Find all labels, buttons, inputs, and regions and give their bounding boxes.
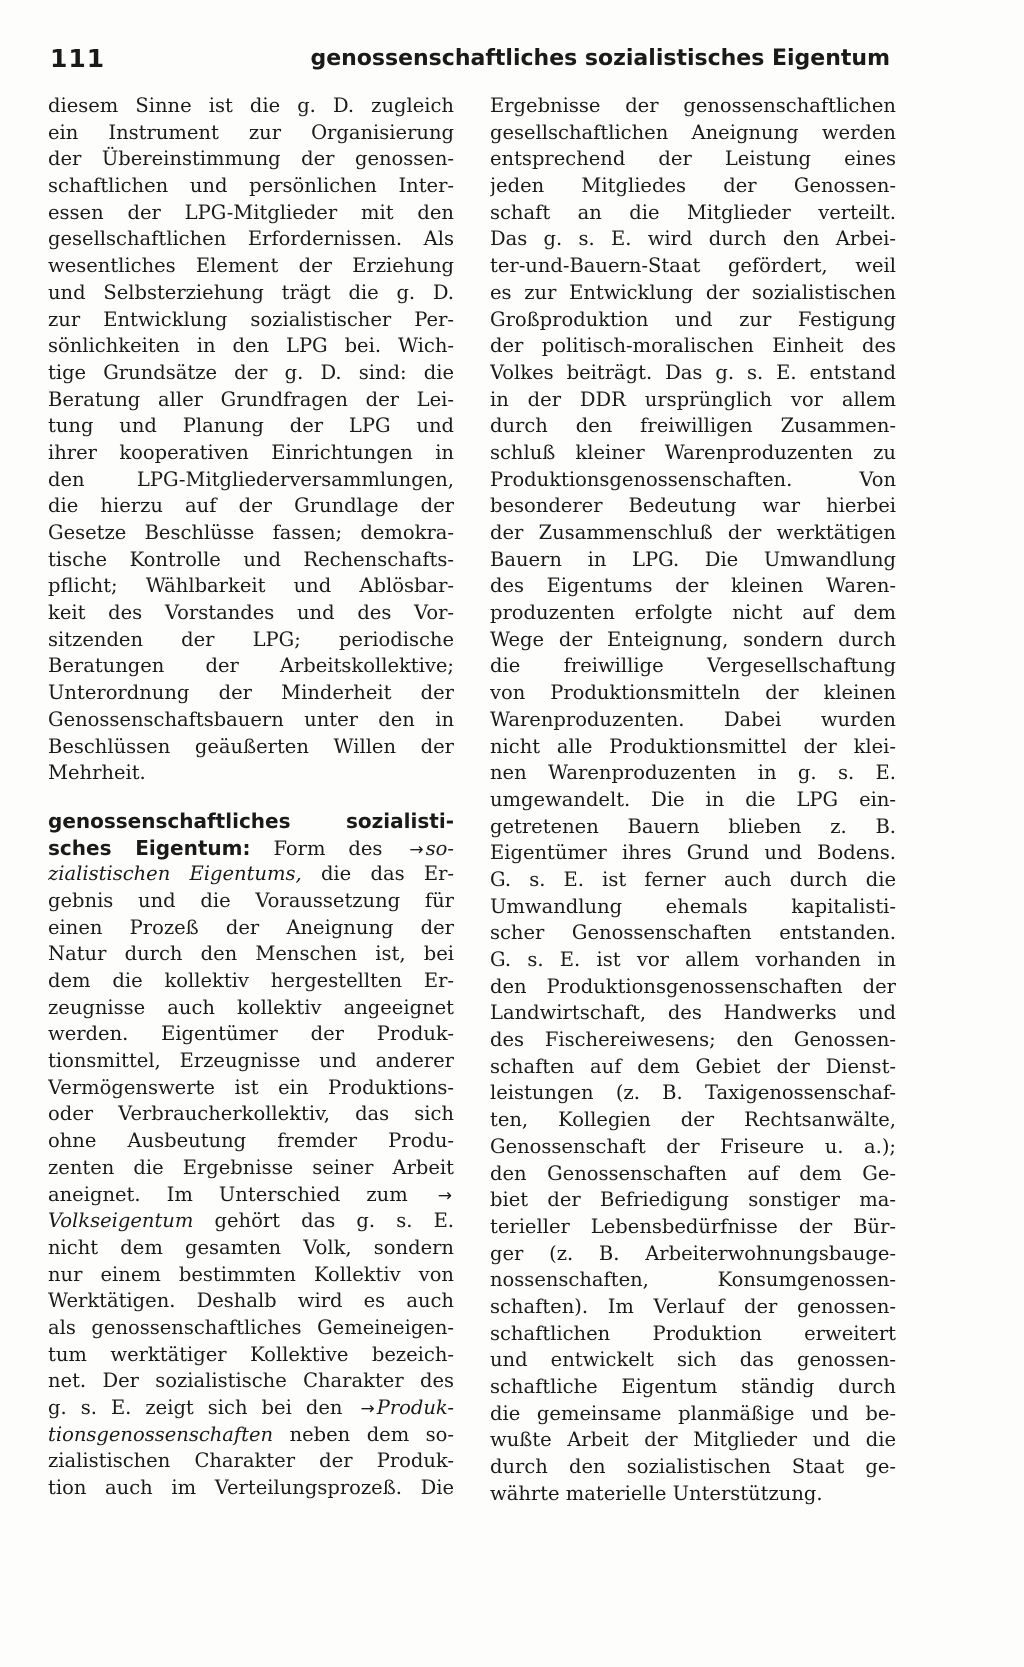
entry-heading-part2: sches Eigentum: — [48, 835, 251, 860]
text-fragment: die das Er- — [320, 862, 454, 886]
text-line: Produktionsgenossenschaften. Von — [490, 467, 896, 491]
text-line: Beratung aller Grundfragen der Lei- — [48, 387, 454, 411]
text-line: gebnis und die Voraussetzung für — [48, 888, 454, 912]
text-line — [48, 1395, 454, 1422]
entry-heading-line — [48, 808, 454, 835]
text-line: die freiwillige Vergesellschaftung — [490, 654, 896, 678]
text-line: essen der LPG-Mitglieder mit den — [48, 200, 454, 224]
text-line: als genossenschaftliches Gemeineigen- — [48, 1315, 454, 1339]
page-number: 111 — [50, 44, 106, 73]
text-line: zialistischen Charakter der Produk- — [48, 1449, 454, 1473]
text-line: es zur Entwicklung der sozialistischen — [490, 280, 896, 304]
cross-reference-link[interactable]: Produk- — [376, 1396, 454, 1419]
text-line: Beratungen der Arbeitskollektive; — [48, 654, 454, 678]
text-line: in der DDR ursprünglich vor allem — [490, 387, 896, 411]
text-line: ein Instrument zur Organisierung — [48, 120, 454, 144]
text-line: zenten die Ergebnisse seiner Arbeit — [48, 1155, 454, 1179]
text-line: schaft an die Mitglieder verteilt. — [490, 200, 896, 224]
text-line — [48, 1422, 454, 1449]
text-line: nicht dem gesamten Volk, sondern — [48, 1235, 454, 1259]
text-line — [48, 861, 454, 888]
text-line: den LPG-Mitgliederversammlungen, — [48, 467, 454, 491]
cross-reference-link[interactable]: so- — [425, 836, 454, 860]
text-fragment: aneignet. Im Unterschied zum — [48, 1182, 408, 1206]
text-line — [48, 1208, 454, 1235]
text-line: wesentliches Element der Erziehung — [48, 254, 454, 278]
text-line: Bauern in LPG. Die Umwandlung — [490, 547, 896, 571]
text-line: tische Kontrolle und Rechenschafts- — [48, 547, 454, 571]
text-line: ohne Ausbeutung fremder Produ- — [48, 1129, 454, 1153]
text-line: keit des Vorstandes und des Vor- — [48, 601, 454, 625]
text-line: dem die kollektiv hergestellten Er- — [48, 969, 454, 992]
text-line: produzenten erfolgte nicht auf dem — [490, 601, 896, 625]
text-line: G. s. E. ist ferner auch durch die — [490, 867, 896, 891]
text-line: den Produktionsgenossenschaften der — [490, 974, 896, 998]
cross-reference-link[interactable]: tionsgenossenschaften — [48, 1422, 274, 1446]
text-line: Gesetze Beschlüsse fassen; demokra- — [48, 521, 454, 544]
text-line — [48, 835, 454, 862]
text-line: einen Prozeß der Aneignung der — [48, 915, 454, 939]
text-line: nen Warenproduzenten in g. s. E. — [490, 761, 896, 785]
text-line: zeugnisse auch kollektiv angeeignet — [48, 995, 454, 1019]
text-line: den Genossenschaften auf dem Ge- — [490, 1161, 896, 1185]
text-line: tige Grundsätze der g. D. sind: die — [48, 360, 454, 384]
text-fragment: Form des — [273, 836, 383, 860]
text-line: ihrer kooperativen Einrichtungen in — [48, 440, 454, 464]
text-line: Beschlüssen geäußerten Willen der — [48, 734, 454, 758]
text-line: die hierzu auf der Grundlage der — [48, 494, 454, 518]
text-line: ger (z. B. Arbeiterwohnungsbauge- — [490, 1241, 896, 1265]
text-line: Werktätigen. Deshalb wird es auch — [48, 1289, 454, 1313]
text-line: sönlichkeiten in den LPG bei. Wich- — [48, 334, 454, 358]
text-line: Natur durch den Menschen ist, bei — [48, 942, 454, 966]
text-line: schaften auf dem Gebiet der Dienst- — [490, 1054, 896, 1078]
text-fragment: gehört das g. s. E. — [214, 1209, 454, 1233]
running-head: genossenschaftliches sozialistisches Eigentum — [310, 46, 890, 71]
text-line: schaftlichen und persönlichen Inter- — [48, 174, 454, 198]
text-line: des Fischereiwesens; den Genossen- — [490, 1028, 896, 1052]
text-line: net. Der sozialistische Charakter des — [48, 1369, 454, 1393]
text-line: pflicht; Wählbarkeit und Ablösbar- — [48, 574, 454, 598]
text-line: zur Entwicklung sozialistischer Per- — [48, 307, 454, 331]
text-line — [48, 1182, 454, 1209]
text-line: tung und Planung der LPG und — [48, 414, 454, 438]
text-line: nicht alle Produktionsmittel der klei- — [490, 734, 896, 758]
entry-heading-part1: genossenschaftliches sozialisti- — [48, 808, 454, 833]
cross-reference-link[interactable]: zialistischen Eigentums, — [48, 862, 302, 886]
text-line: besonderer Bedeutung war hierbei — [490, 494, 896, 518]
text-line: getretenen Bauern blieben z. B. — [490, 814, 896, 838]
text-line: durch den sozialistischen Staat ge- — [490, 1455, 896, 1479]
text-line: schaftlichen Produktion erweitert — [490, 1321, 896, 1345]
text-line: diesem Sinne ist die g. D. zugleich — [48, 94, 454, 117]
text-line: durch den freiwilligen Zusammen- — [490, 414, 896, 438]
text-line: Mehrheit. — [48, 761, 146, 785]
text-line: tion auch im Verteilungsprozeß. Die — [48, 1476, 454, 1500]
text-line: Landwirtschaft, des Handwerks und — [490, 1001, 896, 1025]
text-line: tionsmittel, Erzeugnisse und anderer — [48, 1049, 454, 1073]
text-line: die gemeinsame planmäßige und be- — [490, 1401, 896, 1425]
text-line: nossenschaften, Konsumgenossen- — [490, 1268, 896, 1292]
text-fragment: g. s. E. zeigt sich bei den — [48, 1396, 343, 1419]
text-line: Eigentümer ihres Grund und Bodens. — [490, 841, 896, 865]
text-line: Wege der Enteignung, sondern durch — [490, 627, 896, 651]
text-line: und Selbsterziehung trägt die g. D. — [48, 280, 454, 304]
text-line: der Übereinstimmung der genossen- — [48, 147, 454, 171]
text-line: scher Genossenschaften entstanden. — [490, 921, 896, 945]
text-line: Großproduktion und zur Festigung — [490, 307, 896, 331]
text-line: werden. Eigentümer der Produk- — [48, 1022, 454, 1046]
right-column — [490, 93, 896, 1507]
text-line: schaften). Im Verlauf der genossen- — [490, 1294, 896, 1318]
text-line: Ergebnisse der genossenschaftlichen — [490, 94, 896, 117]
text-line: des Eigentums der kleinen Waren- — [490, 574, 896, 598]
text-line: währte materielle Unterstützung. — [490, 1481, 823, 1505]
text-line: oder Verbraucherkollektiv, das sich — [48, 1102, 454, 1126]
text-line: ter-und-Bauern-Staat gefördert, weil — [490, 254, 896, 278]
text-line: jeden Mitgliedes der Genossen- — [490, 174, 896, 198]
text-line: G. s. E. ist vor allem vorhanden in — [490, 948, 896, 971]
text-line: ten, Kollegien der Rechtsanwälte, — [490, 1108, 896, 1132]
text-line: biet der Befriedigung sonstiger ma- — [490, 1188, 896, 1212]
text-line: nur einem bestimmten Kollektiv von — [48, 1262, 454, 1286]
text-line: terieller Lebensbedürfnisse der Bür- — [490, 1214, 896, 1238]
text-line: Das g. s. E. wird durch den Arbei- — [490, 227, 896, 251]
text-line: gesellschaftlichen Erfordernissen. Als — [48, 227, 454, 251]
text-line: entsprechend der Leistung eines — [490, 147, 896, 171]
text-line: sitzenden der LPG; periodische — [48, 627, 454, 651]
text-line: Genossenschaftsbauern unter den in — [48, 707, 454, 731]
cross-reference-arrow-icon: → — [409, 839, 424, 860]
text-line: Umwandlung ehemals kapitalisti- — [490, 894, 896, 918]
cross-reference-arrow-icon: → — [437, 1185, 452, 1206]
text-line: Unterordnung der Minderheit der — [48, 681, 454, 705]
text-line: umgewandelt. Die in die LPG ein- — [490, 787, 896, 811]
cross-reference-link[interactable]: Volkseigentum — [48, 1209, 194, 1233]
text-line: Vermögenswerte ist ein Produktions- — [48, 1075, 454, 1099]
text-line: Warenproduzenten. Dabei wurden — [490, 707, 896, 731]
text-line: und entwickelt sich das genossen- — [490, 1348, 896, 1372]
text-line: schaftliche Eigentum ständig durch — [490, 1375, 896, 1398]
text-line: leistungen (z. B. Taxigenossenschaf- — [490, 1081, 896, 1105]
left-column — [48, 93, 454, 1502]
text-line: der Zusammenschluß der werktätigen — [490, 521, 896, 544]
text-line: der politisch-moralischen Einheit des — [490, 334, 896, 358]
text-line: tum werktätiger Kollektive bezeich- — [48, 1342, 454, 1366]
text-line: Volkes beiträgt. Das g. s. E. entstand — [490, 360, 896, 384]
text-line: Genossenschaft der Friseure u. a.); — [490, 1134, 896, 1158]
text-fragment: neben dem so- — [289, 1422, 454, 1446]
text-line: schluß kleiner Warenproduzenten zu — [490, 440, 896, 464]
text-line: gesellschaftlichen Aneignung werden — [490, 120, 896, 144]
text-line: wußte Arbeit der Mitglieder und die — [490, 1428, 896, 1452]
cross-reference-arrow-icon: → — [360, 1399, 375, 1419]
text-line: von Produktionsmitteln der kleinen — [490, 681, 896, 705]
